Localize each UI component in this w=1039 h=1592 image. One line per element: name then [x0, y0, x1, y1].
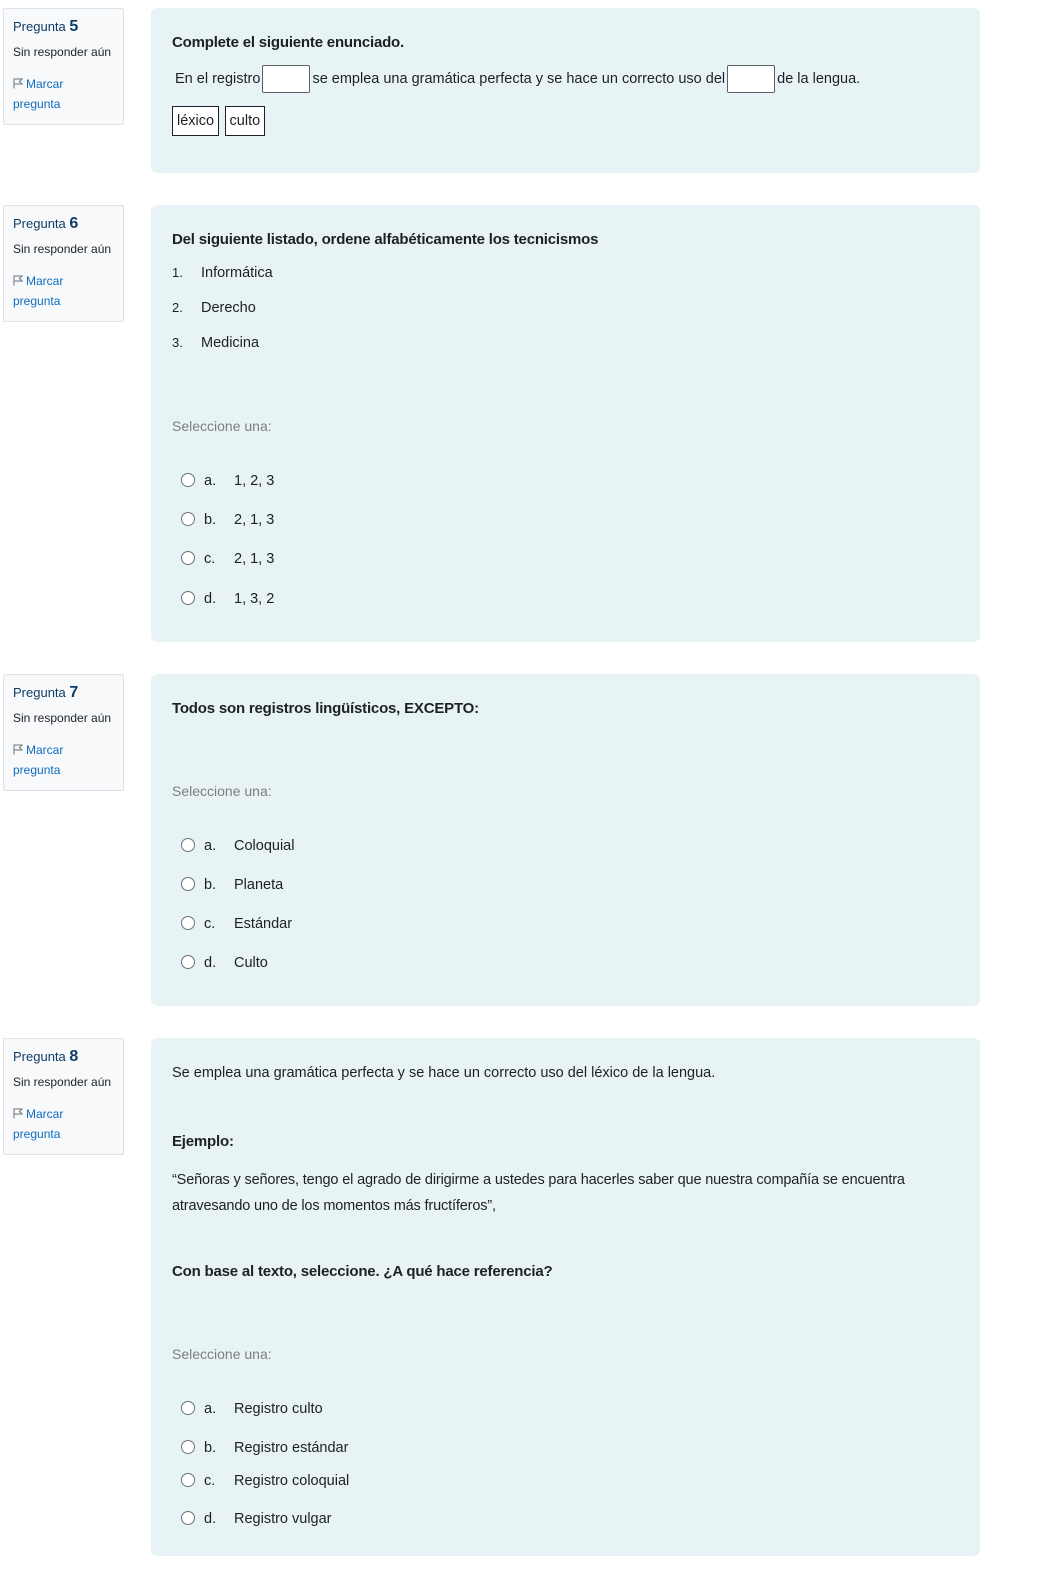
radio-button[interactable] — [181, 916, 195, 930]
drag-choice-lexico[interactable]: léxico — [172, 106, 219, 136]
question-state: Sin responder aún — [13, 711, 112, 725]
answer-option[interactable]: c. 2, 1, 3 — [181, 549, 274, 569]
radio-button[interactable] — [181, 955, 195, 969]
flag-question-link[interactable]: Marcar pregunta — [13, 77, 64, 111]
answer-option[interactable]: c. Estándar — [181, 914, 292, 934]
select-label: Seleccione una: — [172, 418, 272, 434]
question-state: Sin responder aún — [13, 45, 112, 59]
radio-button[interactable] — [181, 1511, 195, 1525]
question-info-7 — [3, 674, 124, 791]
question-content-7 — [151, 674, 980, 1006]
question-info-6 — [3, 205, 124, 322]
answer-option[interactable]: b. Planeta — [181, 875, 283, 895]
radio-button[interactable] — [181, 512, 195, 526]
question-prompt: Complete el siguiente enunciado. — [172, 34, 404, 51]
flag-icon — [13, 1108, 23, 1119]
flag-question-link[interactable]: Marcar pregunta — [13, 743, 64, 777]
list-item: 2. Derecho — [172, 300, 256, 316]
answer-option[interactable]: c. Registro coloquial — [181, 1471, 349, 1491]
example-text: “Señoras y señores, tengo el agrado de dirigirme a ustedes para hacerles saber que nuestra compañía se encuentra atravesando uno de los momentos más fructíferos”, — [172, 1172, 905, 1214]
question-state: Sin responder aún — [13, 1075, 112, 1089]
flag-question-link[interactable]: Marcar pregunta — [13, 274, 64, 308]
radio-button[interactable] — [181, 551, 195, 565]
answer-option[interactable]: d. Culto — [181, 953, 268, 973]
list-item: 1. Informática — [172, 265, 273, 281]
question-state: Sin responder aún — [13, 242, 112, 256]
question-number: Pregunta 6 — [13, 215, 79, 232]
radio-button[interactable] — [181, 838, 195, 852]
question-content-8 — [151, 1038, 980, 1556]
answer-option[interactable]: a. Registro culto — [181, 1399, 323, 1419]
radio-button[interactable] — [181, 473, 195, 487]
flag-question-link[interactable]: Marcar pregunta — [13, 1107, 64, 1141]
answer-option[interactable]: b. Registro estándar — [181, 1438, 348, 1458]
answer-option[interactable]: a. 1, 2, 3 — [181, 471, 274, 491]
flag-icon — [13, 275, 23, 286]
flag-icon — [13, 744, 23, 755]
sentence-part-2: se emplea una gramática perfecta y se hace un correcto uso del — [312, 70, 726, 87]
question-content-5 — [151, 8, 980, 173]
radio-button[interactable] — [181, 591, 195, 605]
radio-button[interactable] — [181, 1401, 195, 1415]
radio-button[interactable] — [181, 1440, 195, 1454]
sentence-part-3: de la lengua. — [777, 70, 861, 87]
question-number: Pregunta 7 — [13, 684, 79, 701]
answer-option[interactable]: d. 1, 3, 2 — [181, 589, 274, 609]
sentence-part-1: En el registro — [175, 70, 261, 87]
answer-option[interactable]: d. Registro vulgar — [181, 1509, 332, 1529]
drop-zone-2[interactable] — [727, 65, 775, 93]
question-prompt: Del siguiente listado, ordene alfabéticamente los tecnicismos — [172, 231, 599, 248]
question-info-8 — [3, 1038, 124, 1155]
cloze-sentence — [175, 65, 860, 93]
answer-option[interactable]: a. Coloquial — [181, 836, 294, 856]
radio-button[interactable] — [181, 877, 195, 891]
example-label: Ejemplo: — [172, 1133, 234, 1150]
question-prompt: Todos son registros lingüísticos, EXCEPTO: — [172, 700, 479, 717]
drag-choice-culto[interactable]: culto — [225, 106, 266, 136]
question-number: Pregunta 5 — [13, 18, 79, 35]
drop-zone-1[interactable] — [262, 65, 310, 93]
select-label: Seleccione una: — [172, 1346, 272, 1362]
flag-icon — [13, 78, 23, 89]
question-prompt: Se emplea una gramática perfecta y se hace un correcto uso del léxico de la lengua. — [172, 1065, 716, 1081]
list-item: 3. Medicina — [172, 335, 260, 351]
answer-option[interactable]: b. 2, 1, 3 — [181, 510, 274, 530]
question-content-6 — [151, 205, 980, 642]
question-text: Con base al texto, seleccione. ¿A qué hace referencia? — [172, 1263, 553, 1280]
drag-choices — [172, 106, 265, 136]
radio-button[interactable] — [181, 1473, 195, 1487]
question-number: Pregunta 8 — [13, 1048, 79, 1065]
select-label: Seleccione una: — [172, 783, 272, 799]
question-info-5 — [3, 8, 124, 125]
